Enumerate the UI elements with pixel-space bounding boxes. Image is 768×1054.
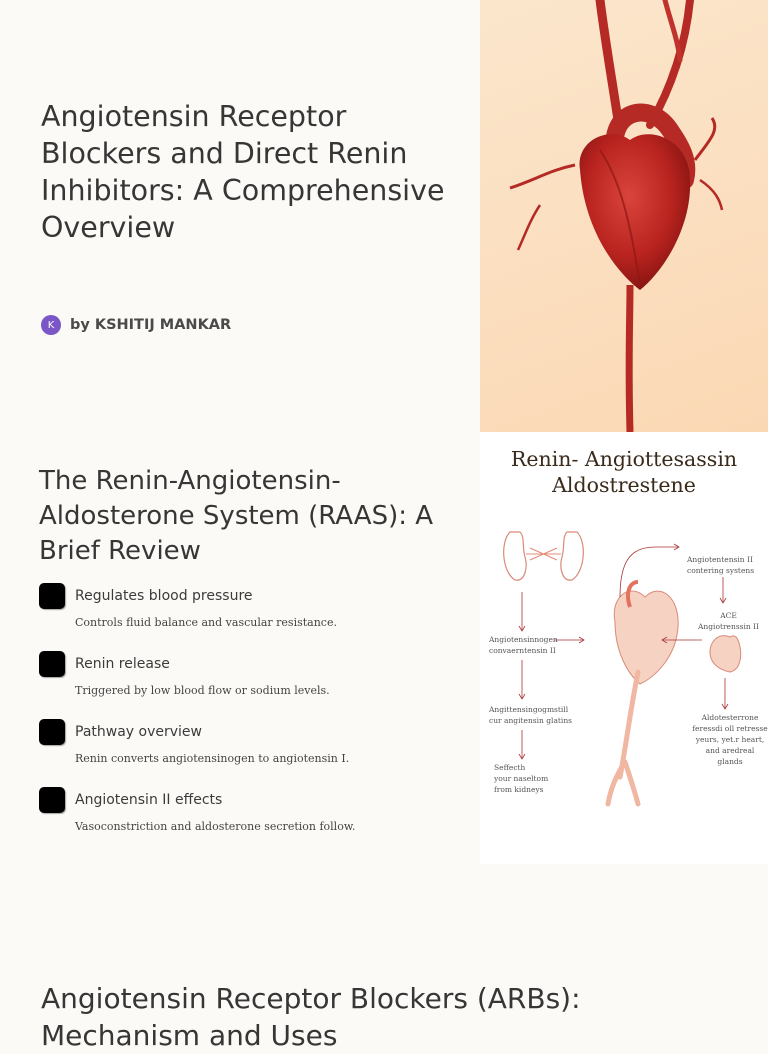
bullet-square-icon bbox=[39, 583, 65, 609]
bullet-square-icon bbox=[39, 787, 65, 813]
title-slide bbox=[0, 0, 768, 432]
list-item bbox=[39, 719, 459, 787]
item-title: Angiotensin II effects bbox=[75, 792, 223, 808]
diagram-title: Renin- Angiottesassin Aldostrestene bbox=[510, 447, 738, 497]
item-description: Renin converts angiotensinogen to angiotensin I. bbox=[75, 752, 350, 765]
diagram-label: Aldotesterrone feressdi oll retresse yeurs, yet.r heart, and aredreal glands bbox=[692, 713, 768, 766]
list-item bbox=[39, 583, 459, 651]
raas-point-list bbox=[39, 583, 459, 855]
author-label bbox=[70, 317, 231, 333]
by-label: by bbox=[70, 317, 90, 333]
item-title: Regulates blood pressure bbox=[75, 588, 253, 604]
item-title: Renin release bbox=[75, 656, 170, 672]
diagram-label: Angiotentensin II contering systens bbox=[687, 555, 755, 575]
diagram-label: Angittensingogmstill cur angitensin glatins bbox=[489, 705, 573, 725]
bullet-square-icon bbox=[39, 651, 65, 677]
diagram-label: ACE Angiotrenssin II bbox=[698, 611, 760, 631]
diagram-label: Angiotensinnogen convaerntensin II bbox=[489, 635, 558, 655]
heart-illustration-svg bbox=[480, 0, 768, 432]
presentation-title: Angiotensin Receptor Blockers and Direct Renin Inhibitors: A Comprehensive Overview bbox=[41, 100, 445, 244]
item-title: Pathway overview bbox=[75, 724, 202, 740]
bullet-square-icon bbox=[39, 719, 65, 745]
author-name: KSHITIJ MANKAR bbox=[94, 317, 232, 333]
item-description: Triggered by low blood flow or sodium levels. bbox=[75, 684, 330, 697]
list-item bbox=[39, 651, 459, 719]
diagram-label: Seffecth your naseltom from kidneys bbox=[494, 763, 549, 794]
raas-diagram bbox=[480, 432, 768, 864]
author-avatar: K bbox=[41, 315, 61, 335]
author-byline bbox=[41, 315, 231, 335]
item-description: Vasoconstriction and aldosterone secretion follow. bbox=[75, 820, 356, 833]
heart-illustration-icon bbox=[480, 0, 768, 432]
item-description: Controls fluid balance and vascular resistance. bbox=[75, 616, 337, 629]
raas-title: The Renin-Angiotensin-Aldosterone System (RAAS): A Brief Review bbox=[39, 466, 434, 566]
arbs-slide-title: Angiotensin Receptor Blockers (ARBs): Mechanism and Uses bbox=[41, 982, 581, 1052]
list-item bbox=[39, 787, 459, 855]
raas-slide bbox=[0, 432, 768, 864]
